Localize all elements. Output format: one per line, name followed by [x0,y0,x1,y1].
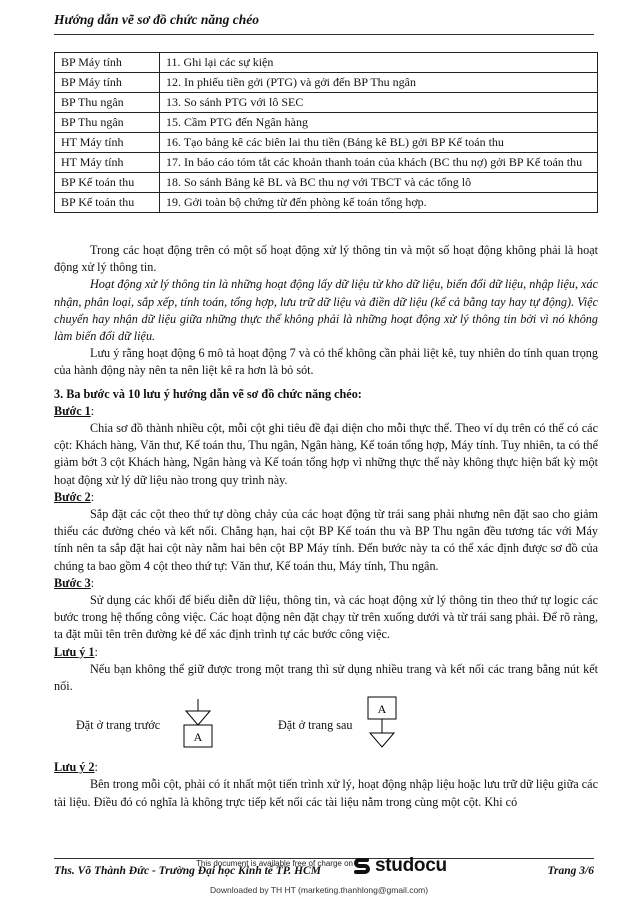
table-row [55,193,598,213]
incoming-connector-letter: A [193,730,203,745]
flow-after-label: Đặt ở trang sau [278,718,353,733]
step-cell: 12. In phiếu tiền gởi (PTG) và gởi đến BP Thu ngân [160,73,598,93]
actor-cell: BP Thu ngân [55,93,160,113]
actor-cell: HT Máy tính [55,153,160,173]
actor-cell: BP Máy tính [55,53,160,73]
studocu-logo-icon [352,856,372,876]
table-row [55,133,598,153]
step-cell: 15. Cầm PTG đến Ngân hàng [160,113,598,133]
actor-cell: BP Kế toán thu [55,173,160,193]
footer-author: Ths. Võ Thành Đức - Trường Đại học Kinh tế TP. HCM [54,865,321,877]
note1-text: Nếu bạn không thể giữ được trong một trang thì sử dụng nhiều trang và kết nối các trang bằng nút kết nối. [54,661,598,694]
note1-label: Lưu ý 1 [54,644,95,659]
studocu-logo[interactable] [352,855,447,877]
page-number: Trang 3/6 [547,865,594,877]
step3-heading: Bước 3: [54,575,95,590]
actor-cell: BP Thu ngân [55,113,160,133]
table-row [55,73,598,93]
header-title: Hướng dẫn vẽ sơ đồ chức năng chéo [54,12,260,27]
paragraph: Lưu ý rằng hoạt động 6 mô tả hoạt động 7 và có thể không cần phải liệt kê, tuy nhiên do tính quan trọng của hành động này nên ta nên liệt kê ra hơn là bỏ sót. [54,346,598,378]
incoming-connector [178,699,218,751]
table-row [55,153,598,173]
table-row [55,113,598,133]
step1-text: Chia sơ đồ thành nhiều cột, mỗi cột ghi tiêu đề đại diện cho mỗi thực thể. Theo ví dụ trên có thể có các cột: Khách hàng, Văn thư, Kế toán thu, Thu ngân, Ngân hàng, Kế toán tổng hợp, Máy tính. Tuy nhiên, ta có thể giảm bớt 3 cột Khách hàng, Ngân hàng và Kế toán tổng hợp vì những thực thể này không thực hiện bất kỳ một hoạt động xử lý dữ liệu nào trong quy trình này. [54,421,598,487]
actor-cell: BP Máy tính [55,73,160,93]
step2-label: Bước 2 [54,489,91,504]
step2-text: Sắp đặt các cột theo thứ tự dòng chảy của các hoạt động từ trái sang phải nhưng nên đặt sao cho giảm thiểu các đường chéo và kết nối. Chẳng hạn, hai cột BP Kế toán thu và BP Thu ngân đều tương tác với Máy tính nên ta sắp đặt hai cột này nằm hai bên cột BP Máy tính. Đến bước này ta có thể xác định được sơ đồ của chúng ta bao gồm 4 cột theo thứ tự: Văn thư, Kế toán thu, Máy tính, Thu ngân. [54,507,598,573]
step-cell: 13. So sánh PTG với lô SEC [160,93,598,113]
step3-label: Bước 3 [54,575,91,590]
connector-diagram [54,699,598,753]
actor-cell: HT Máy tính [55,133,160,153]
outgoing-connector [362,695,402,753]
section-heading: 3. Ba bước và 10 lưu ý hướng dẫn vẽ sơ đồ chức năng chéo: [54,386,362,401]
page-footer [54,855,594,895]
availability-note: This document is available free of charge on [196,859,353,868]
paragraph: Trong các hoạt động trên có một số hoạt động xử lý thông tin và một số hoạt động không phải là hoạt động xử lý thông tin. [54,243,598,275]
table-row [55,93,598,113]
step-cell: 18. So sánh Bảng kê BL và BC thu nợ với TBCT và các tổng lô [160,173,598,193]
outgoing-arrow-head [370,733,394,747]
step1-heading: Bước 1: [54,403,95,418]
step3-text: Sử dụng các khối để biểu diễn dữ liệu, thông tin, và các hoạt động xử lý thông tin theo thứ tự logic các bước trong hệ thống công việc. Các hoạt động nên đặt chạy từ trên xuống dưới và từ trái sang phải. Để rõ ràng, ta đặt mũi tên trên đường kẻ để xác định trình tự các bước công việc. [54,593,598,642]
incoming-arrow-head [186,711,210,725]
step1-label: Bước 1 [54,403,91,418]
page-header [54,8,594,35]
activity-table [54,52,598,213]
note2-text: Bên trong mỗi cột, phải có ít nhất một tiến trình xử lý, hoạt động nhập liệu hoặc lưu trữ dữ liệu giữa các tài liệu. Điều đó có nghĩa là không trực tiếp kết nối các tài liệu nằm trong cùng một cột. Khi có [54,777,598,809]
table-row [55,53,598,73]
step-cell: 16. Tạo bảng kê các biên lai thu tiền (Bảng kê BL) gởi BP Kế toán thu [160,133,598,153]
flow-before-label: Đặt ở trang trước [76,718,161,733]
note2-heading: Lưu ý 2: [54,760,98,775]
table-row [55,173,598,193]
outgoing-connector-letter: A [377,702,387,717]
definition-paragraph: Hoạt động xử lý thông tin là những hoạt động lấy dữ liệu từ kho dữ liệu, biến đổi dữ liệu, nhập liệu, xác nhận, phân loại, sắp xếp, tính toán, tổng hợp, lưu trữ dữ liệu và điền dữ liệu (kể cả bằng tay hay tự động). Việc chuyển hay nhận dữ liệu giữa những thực thể không phải là những hoạt động xử lý thông tin bởi vì nó không làm biến đổi dữ liệu. [54,277,598,344]
step-cell: 19. Gởi toàn bộ chứng từ đến phòng kế toán tổng hợp. [160,193,598,213]
step-cell: 11. Ghi lại các sự kiện [160,53,598,73]
step-cell: 17. In báo cáo tóm tắt các khoản thanh toán của khách (BC thu nợ) gởi BP Kế toán thu [160,153,598,173]
actor-cell: BP Kế toán thu [55,193,160,213]
document-body [54,242,598,811]
note2-label: Lưu ý 2 [54,760,95,775]
note1-heading: Lưu ý 1: [54,644,98,659]
download-note: Downloaded by TH HT (marketing.thanhlong@gmail.com) [210,885,429,895]
step2-heading: Bước 2: [54,489,95,504]
studocu-logo-text: studocu [375,855,447,876]
